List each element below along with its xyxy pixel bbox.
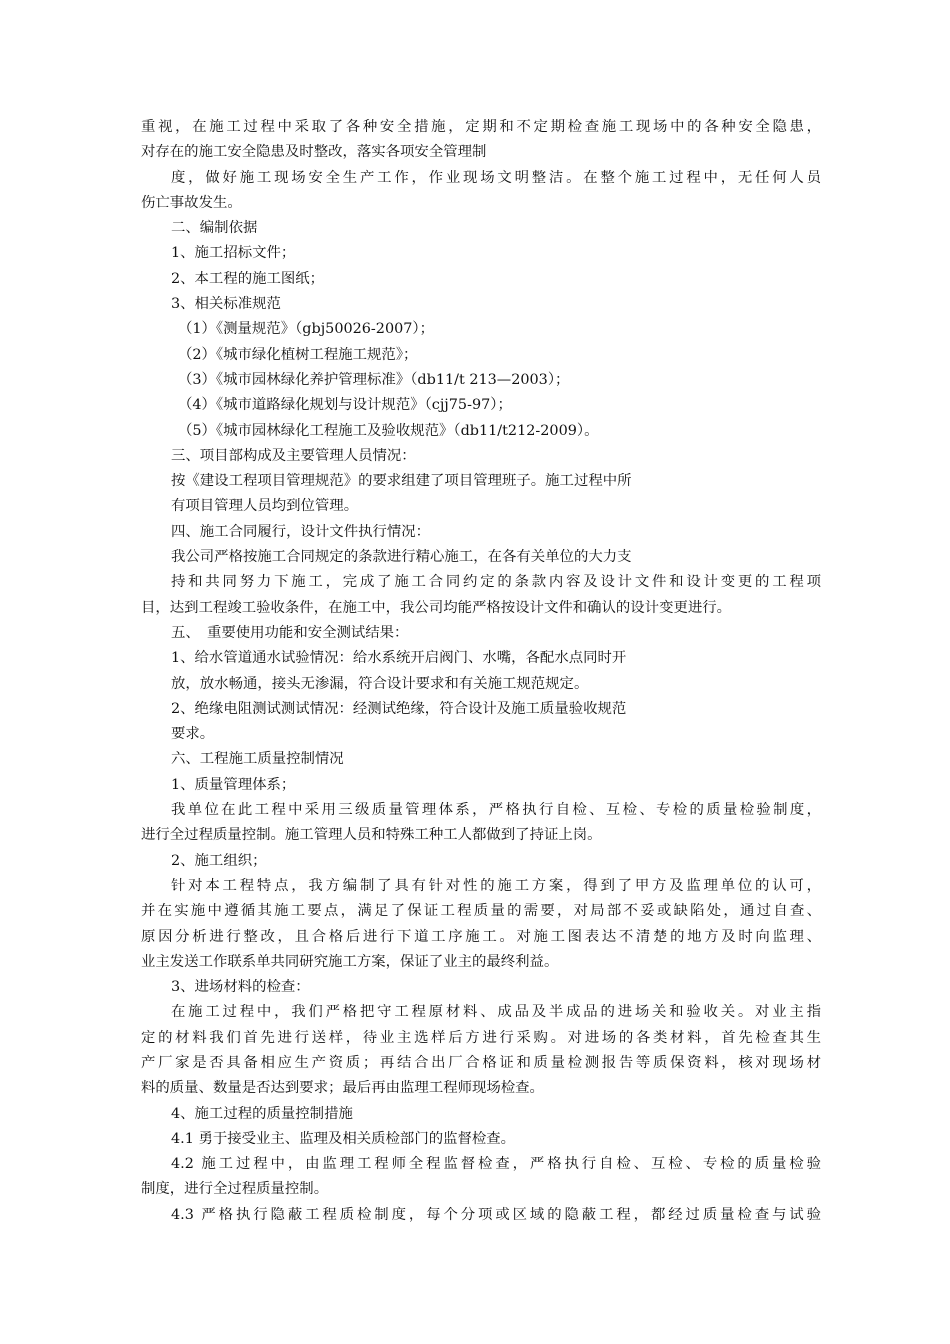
text-line: 伤亡事故发生。 — [141, 194, 242, 211]
list-item: 1、质量管理体系； — [171, 776, 296, 793]
text-line: 进行全过程质量控制。施工管理人员和特殊工种工人都做到了持证上岗。 — [141, 827, 602, 844]
text-line: 1、给水管道通水试验情况：给水系统开启阀门、水嘴，各配水点同时开 — [171, 650, 627, 667]
section-heading: 二、编制依据 — [171, 220, 258, 237]
list-item: （3）《城市园林绿化养护管理标准》（db11/t 213—2003）； — [178, 371, 570, 388]
text-line: 放，放水畅通，接头无渗漏，符合设计要求和有关施工规范规定。 — [171, 675, 589, 692]
text-line: 2、绝缘电阻测试测试情况：经测试绝缘，符合设计及施工质量验收规范 — [171, 700, 627, 717]
section-heading: 四、施工合同履行，设计文件执行情况： — [171, 523, 431, 540]
text-line: 原因分析进行整改，且合格后进行下道工序施工。对施工图表达不清楚的地方及时向监理、 — [141, 928, 821, 945]
text-line: 定的材料我们首先进行送样，待业主选样后方进行采购。对进场的各类材料，首先检查其生 — [141, 1029, 821, 1046]
text-line: 持和共同努力下施工，完成了施工合同约定的条款内容及设计文件和设计变更的工程项 — [171, 574, 821, 591]
text-line: 4.3 严格执行隐蔽工程质检制度，每个分项或区域的隐蔽工程，都经过质量检查与试验 — [171, 1206, 821, 1223]
text-line: 我单位在此工程中采用三级质量管理体系，严格执行自检、互检、专检的质量检验制度， — [171, 802, 821, 819]
text-line: 制度，进行全过程质量控制。 — [141, 1181, 329, 1198]
list-item: 4、施工过程的质量控制措施 — [171, 1105, 353, 1122]
list-item: （1）《测量规范》（gbj50026-2007）； — [178, 321, 435, 338]
text-line: 重视，在施工过程中采取了各种安全措施，定期和不定期检查施工现场中的各种安全隐患， — [141, 119, 821, 135]
text-line: 料的质量、数量是否达到要求；最后再由监理工程师现场检查。 — [141, 1080, 544, 1097]
text-line: 产厂家是否具备相应生产资质；再结合出厂合格证和质量检测报告等质保资料，核对现场材 — [141, 1054, 821, 1071]
text-line: 我公司严格按施工合同规定的条款进行精心施工，在各有关单位的大力支 — [171, 549, 632, 566]
list-item: 1、施工招标文件； — [171, 245, 296, 262]
list-item: 2、本工程的施工图纸； — [171, 270, 325, 287]
list-item: （5）《城市园林绿化工程施工及验收规范》（db11/t212-2009）。 — [178, 422, 599, 439]
text-line: 要求。 — [171, 726, 215, 743]
text-line: 对存在的施工安全隐患及时整改，落实各项安全管理制 — [141, 144, 487, 161]
text-line: 并在实施中遵循其施工要点，满足了保证工程质量的需要，对局部不妥或缺陷处，通过自查、 — [141, 903, 821, 920]
list-item: 3、相关标准规范 — [171, 296, 281, 313]
text-line: 在施工过程中，我们严格把守工程原材料、成品及半成品的进场关和验收关。对业主指 — [171, 1004, 821, 1021]
text-line: 目，达到工程竣工验收条件，在施工中，我公司均能严格按设计文件和确认的设计变更进行。 — [141, 599, 732, 616]
list-item: 2、施工组织； — [171, 852, 267, 869]
section-heading: 三、项目部构成及主要管理人员情况： — [171, 447, 416, 464]
text-line: 4.1 勇于接受业主、监理及相关质检部门的监督检查。 — [171, 1130, 516, 1147]
list-item: （2）《城市绿化植树工程施工规范》； — [178, 346, 418, 363]
document-body — [141, 115, 821, 1228]
text-line: 度，做好施工现场安全生产工作，作业现场文明整洁。在整个施工过程中，无任何人员 — [171, 169, 821, 186]
list-item: 3、进场材料的检查： — [171, 979, 310, 996]
text-line: 针对本工程特点，我方编制了具有针对性的施工方案，得到了甲方及监理单位的认可， — [171, 877, 821, 894]
section-heading: 六、工程施工质量控制情况 — [171, 751, 344, 768]
text-line: 有项目管理人员均到位管理。 — [171, 498, 359, 515]
section-heading: 五、 重要使用功能和安全测试结果： — [171, 624, 409, 641]
text-line: 按《建设工程项目管理规范》的要求组建了项目管理班子。施工过程中所 — [171, 473, 632, 490]
text-line: 业主发送工作联系单共同研究施工方案，保证了业主的最终利益。 — [141, 953, 559, 970]
text-line: 4.2 施工过程中，由监理工程师全程监督检查，严格执行自检、互检、专检的质量检验 — [171, 1156, 821, 1173]
list-item: （4）《城市道路绿化规划与设计规范》（cjj75-97）； — [178, 397, 512, 414]
